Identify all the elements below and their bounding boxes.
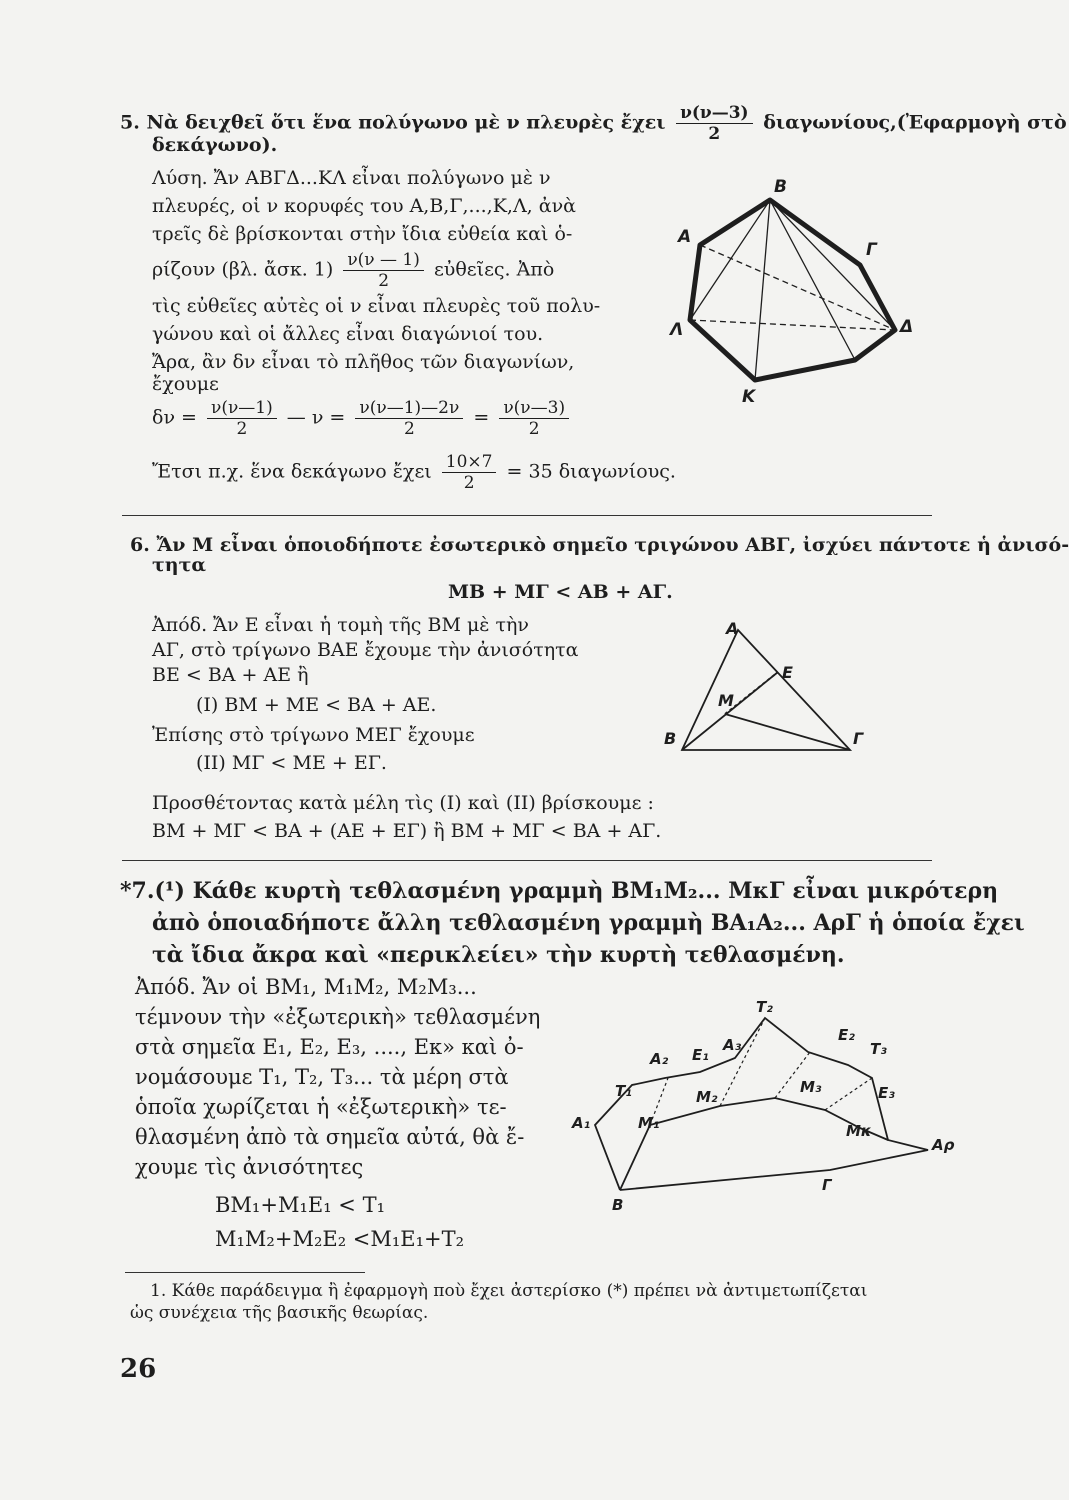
point-label: Α₁: [572, 1114, 591, 1132]
point-label: Μ₁: [638, 1114, 660, 1132]
statement-text: Νὰ δειχθεῖ ὅτι ἕνα πολύγωνο μὲ ν πλευρὲς ἔχει: [146, 111, 666, 134]
problem-number: 6.: [130, 534, 150, 556]
solution-line: ἔχουμε: [152, 373, 219, 395]
extension: [825, 1078, 872, 1110]
text: — ν =: [286, 406, 346, 429]
point-label: Α₂: [650, 1050, 669, 1068]
text: δν =: [152, 406, 197, 429]
segment-mg: [725, 714, 850, 750]
point-label: Μκ: [846, 1122, 872, 1140]
solution-line: τὶς εὐθεῖες αὐτὲς οἱ ν εἶναι πλευρὲς τοῦ πολυ-: [152, 295, 601, 317]
proof-line: τέμνουν τὴν «ἐξωτερικὴ» τεθλασμένη: [135, 1005, 541, 1029]
diagonal: [755, 200, 770, 380]
denominator: 2: [528, 419, 540, 439]
point-label: Μ₃: [800, 1078, 822, 1096]
vertex-label: Γ: [853, 729, 864, 748]
denominator: 2: [463, 473, 475, 493]
statement-text: τητα: [152, 554, 207, 576]
point-label: Α₃: [723, 1036, 742, 1054]
solution-line: πλευρές, οἱ ν κορυφές του Α,Β,Γ,...,Κ,Λ, ἀνὰ: [152, 195, 576, 217]
text: =: [473, 406, 490, 429]
statement-text: Ἄν Μ εἶναι ὁποιοδήποτε ἐσωτερικὸ σημεῖο τριγώνου ΑΒΓ, ἰσχύει πάντοτε ἡ ἀνισό-: [156, 534, 1069, 556]
denominator: 2: [403, 419, 415, 439]
section-divider: [122, 860, 932, 861]
vertex-label: Λ: [670, 320, 684, 340]
diagonal: [770, 200, 855, 360]
vertex-label: Α: [678, 227, 692, 247]
point-label: Ε₃: [878, 1084, 895, 1102]
point-label: Μ₂: [696, 1088, 718, 1106]
vertex-label: Δ: [900, 317, 914, 337]
denominator: 2: [378, 271, 390, 291]
text: = 35 διαγωνίους.: [506, 460, 676, 483]
footnote-divider: [125, 1272, 365, 1273]
denominator: 2: [236, 419, 248, 439]
problem-number: *7.: [120, 878, 155, 904]
point-label: Τ₃: [870, 1040, 887, 1058]
text: ρίζουν (βλ. ἄσκ. 1): [152, 258, 334, 281]
problem-number: 5.: [120, 111, 140, 134]
inner-convex-polyline: [620, 1098, 888, 1190]
heading-text: Κάθε κυρτὴ τεθλασμένη γραμμὴ ΒΜ₁Μ₂... ΜκΓ εἶναι μικρότερη: [192, 878, 999, 904]
point-label: Αρ: [932, 1136, 955, 1154]
proof-line: (ΙΙ) ΜΓ < ΜΕ + ΕΓ.: [196, 752, 387, 774]
polygon-figure: [660, 170, 920, 410]
polygon-outline: [690, 200, 895, 380]
text: εὐθεῖες. Ἀπὸ: [433, 258, 555, 281]
diagonal: [690, 320, 895, 330]
point-label: Μ: [718, 691, 734, 710]
inequality: ΒΜ₁+Μ₁Ε₁ < Τ₁: [215, 1193, 385, 1217]
solution-line: τρεῖς δὲ βρίσκονται στὴν ἴδια εὐθεία καὶ ὁ-: [152, 223, 573, 245]
statement-text: διαγωνίους,(Ἐφαρμογὴ στὸ: [763, 111, 1067, 134]
problem-6-statement: [130, 532, 1069, 558]
diagonal: [770, 200, 895, 330]
solution-line: [152, 250, 554, 291]
proof-line: χουμε τὶς ἀνισότητες: [135, 1155, 364, 1179]
diagonal-formula: [152, 398, 573, 439]
inequality: ΜΒ + ΜΓ < ΑΒ + ΑΓ.: [448, 581, 673, 603]
proof-line: Ἀπόδ. Ἄν οἱ ΒΜ₁, Μ₁Μ₂, Μ₂Μ₃...: [135, 975, 477, 999]
polyline-figure: [570, 998, 970, 1220]
numerator: ν(ν — 1): [343, 250, 424, 271]
proof-line: Ἀπόδ. Ἄν Ε εἶναι ἡ τομὴ τῆς ΒΜ μὲ τὴν: [152, 614, 529, 636]
proof-line: στὰ σημεῖα Ε₁, Ε₂, Ε₃, ...., Εκ» καὶ ὀ-: [135, 1035, 524, 1059]
fraction: [499, 398, 569, 439]
vertex-label: Γ: [866, 240, 877, 260]
proof-line: Προσθέτοντας κατὰ μέλη τὶς (Ι) καὶ (ΙΙ) βρίσκουμε :: [152, 792, 654, 814]
heading-text: ἀπὸ ὁποιαδήποτε ἄλλη τεθλασμένη γραμμὴ ΒΑ₁Α₂... ΑρΓ ἡ ὁποία ἔχει: [152, 910, 1025, 936]
heading-text: τὰ ἴδια ἄκρα καὶ «περικλείει» τὴν κυρτὴ τεθλασμένη.: [152, 942, 845, 968]
proof-line: Ἐπίσης στὸ τρίγωνο ΜΕΓ ἔχουμε: [152, 724, 475, 746]
footnote-marker: (¹): [154, 878, 185, 904]
solution-line: Ἄρα, ἂν δν εἶναι τὸ πλῆθος τῶν διαγωνίων,: [152, 351, 575, 373]
proof-line: θλασμένη ἀπὸ τὰ σημεῖα αὐτά, θὰ ἔ-: [135, 1125, 525, 1149]
numerator: ν(ν—3): [676, 103, 753, 124]
point-label: Β: [612, 1196, 624, 1214]
fraction: [343, 250, 424, 291]
section-divider: [122, 515, 932, 516]
numerator: ν(ν—3): [499, 398, 569, 419]
triangle-figure: [660, 610, 880, 770]
fraction: [442, 452, 497, 493]
proof-line: νομάσουμε Τ₁, Τ₂, Τ₃... τὰ μέρη στὰ: [135, 1065, 509, 1089]
proof-line: (Ι) ΒΜ + ΜΕ < ΒΑ + ΑΕ.: [196, 694, 437, 716]
proof-line: ΒΕ < ΒΑ + ΑΕ ἢ: [152, 664, 309, 686]
fraction: [676, 103, 753, 144]
vertex-label: Β: [774, 177, 787, 197]
problem-7-heading: [120, 876, 998, 906]
point-label: Τ₁: [615, 1082, 632, 1100]
inequality: Μ₁Μ₂+Μ₂Ε₂ <Μ₁Ε₁+Τ₂: [215, 1227, 465, 1251]
footnote-line: 1. Κάθε παράδειγμα ἢ ἐφαρμογὴ ποὺ ἔχει ἀστερίσκο (*) πρέπει νὰ ἀντιμετωπίζεται: [150, 1281, 868, 1301]
example-line: [152, 452, 676, 493]
page-number: 26: [120, 1354, 157, 1384]
solution-line: Λύση. Ἄν ΑΒΓΔ...ΚΛ εἶναι πολύγωνο μὲ ν: [152, 167, 551, 189]
vertex-label: Β: [664, 729, 677, 748]
denominator: 2: [708, 124, 721, 144]
solution-line: γώνου καὶ οἱ ἄλλες εἶναι διαγώνιοί του.: [152, 323, 544, 345]
footnote-line: ὡς συνέχεια τῆς βασικῆς θεωρίας.: [130, 1303, 429, 1323]
vertex-label: Κ: [742, 387, 756, 407]
vertex-label: Α: [726, 619, 739, 638]
numerator: 10×7: [442, 452, 497, 473]
point-label: Ε: [782, 663, 793, 682]
point-label: Ε₁: [692, 1046, 709, 1064]
fraction: [207, 398, 277, 439]
point-label: Τ₂: [756, 998, 773, 1016]
point-label: Γ: [822, 1176, 832, 1194]
diagonal: [690, 200, 770, 320]
proof-line: ΒΜ + ΜΓ < ΒΑ + (ΑΕ + ΕΓ) ἢ ΒΜ + ΜΓ < ΒΑ + ΑΓ.: [152, 820, 662, 842]
numerator: ν(ν—1): [207, 398, 277, 419]
fraction: [355, 398, 463, 439]
text: Ἔτσι π.χ. ἕνα δεκάγωνο ἔχει: [152, 460, 432, 483]
statement-text: δεκάγωνο).: [152, 134, 278, 156]
proof-line: ὁποῖα χωρίζεται ἡ «ἐξωτερικὴ» τε-: [135, 1095, 507, 1119]
numerator: ν(ν—1)—2ν: [355, 398, 463, 419]
point-label: Ε₂: [838, 1026, 855, 1044]
triangle-abg: [682, 630, 850, 750]
proof-line: ΑΓ, στὸ τρίγωνο ΒΑΕ ἔχουμε τὴν ἀνισότητα: [152, 639, 579, 661]
